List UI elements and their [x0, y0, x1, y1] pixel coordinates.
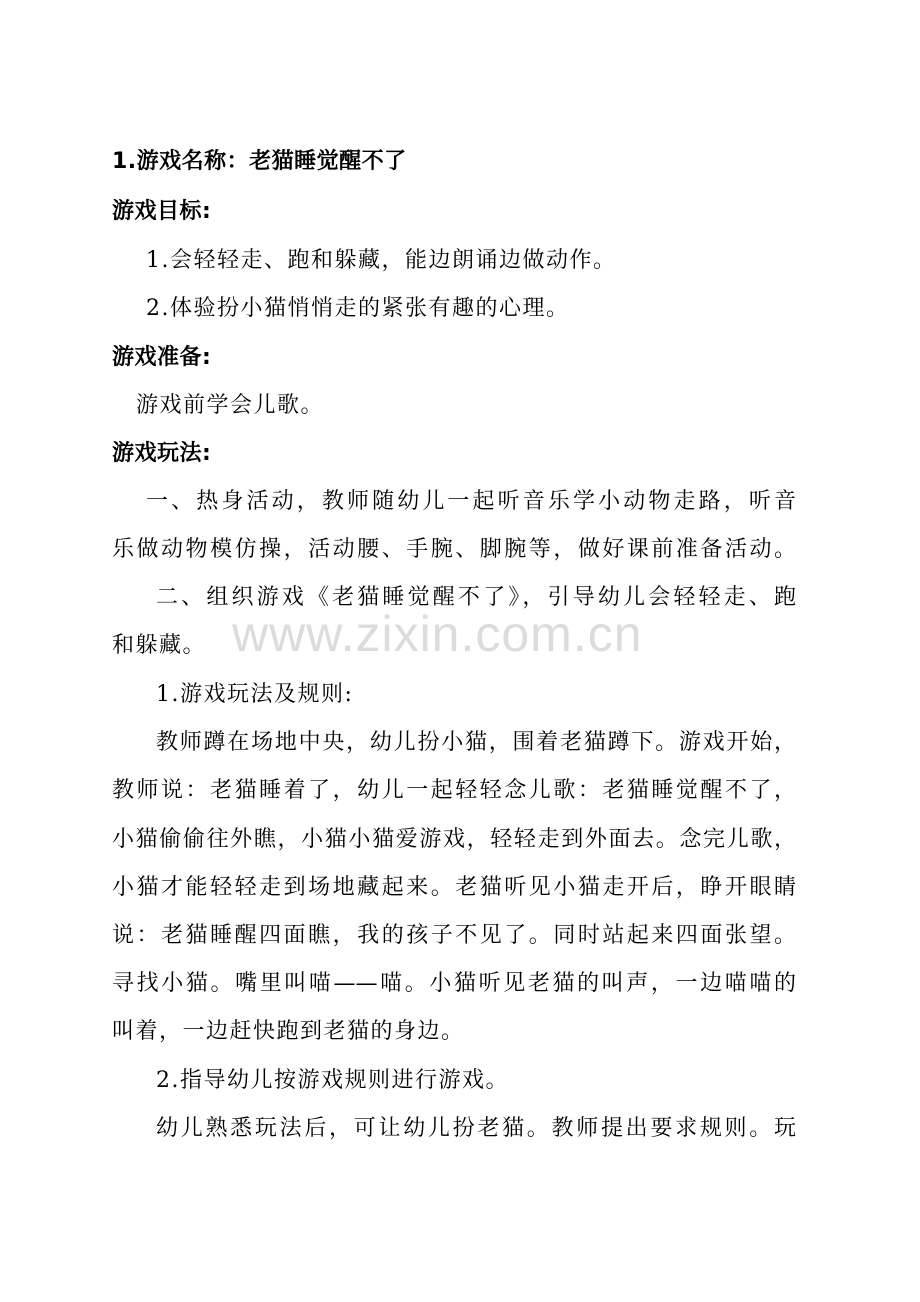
body-line: 幼儿熟悉玩法后，可让幼儿扮老猫。教师提出要求规则。玩: [156, 1116, 796, 1141]
game-title: 1.游戏名称：老猫睡觉醒不了: [112, 149, 407, 174]
body-line: 1.游戏玩法及规则:: [156, 682, 354, 707]
goal-item: 2.体验扮小猫悄悄走的紧张有趣的心理。: [146, 296, 570, 321]
body-line: 教师蹲在场地中央，幼儿扮小猫，围着老猫蹲下。游戏开始，: [156, 730, 796, 755]
body-line: 一、热身活动，教师随幼儿一起听音乐学小动物走路，听音: [146, 489, 796, 514]
body-line: 乐做动物模仿操，活动腰、手腕、脚腕等，做好课前准备活动。: [112, 537, 796, 562]
body-line: 和躲藏。: [112, 633, 207, 658]
goal-item: 1.会轻轻走、跑和躲藏，能边朗诵边做动作。: [146, 248, 617, 273]
goal-heading: 游戏目标:: [112, 199, 212, 224]
body-line: 二、组织游戏《老猫睡觉醒不了》，引导幼儿会轻轻走、跑: [156, 585, 796, 610]
body-line: 叫着，一边赶快跑到老猫的身边。: [112, 1019, 465, 1044]
body-line: 小猫才能轻轻走到场地藏起来。老猫听见小猫走开后，睁开眼睛: [112, 875, 796, 900]
watermark: www.zixin.com.cn: [232, 606, 643, 662]
body-line: 说：老猫睡醒四面瞧，我的孩子不见了。同时站起来四面张望。: [112, 923, 796, 948]
body-line: 教师说：老猫睡着了，幼儿一起轻轻念儿歌：老猫睡觉醒不了，: [112, 778, 796, 803]
prep-heading: 游戏准备:: [112, 345, 212, 370]
body-line: 2.指导幼儿按游戏规则进行游戏。: [156, 1068, 509, 1093]
body-line: 寻找小猫。嘴里叫喵——喵。小猫听见老猫的叫声，一边喵喵的: [112, 971, 796, 996]
play-heading: 游戏玩法:: [112, 441, 212, 466]
prep-text: 游戏前学会儿歌。: [136, 393, 325, 418]
body-line: 小猫偷偷往外瞧，小猫小猫爱游戏，轻轻走到外面去。念完儿歌，: [112, 827, 796, 852]
